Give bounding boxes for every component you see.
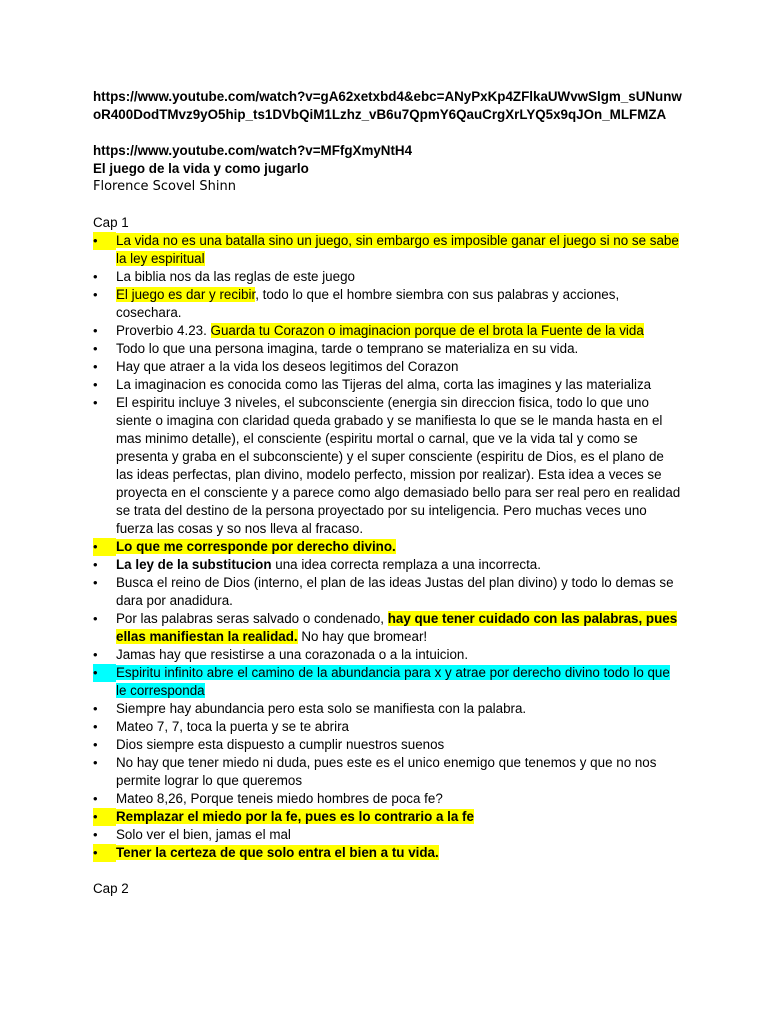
chapter-1-heading: Cap 1 [93,215,129,230]
list-item [93,700,683,718]
item-text: La imaginacion es conocida como las Tijeras del alma, corta las imagines y las materializa [116,377,652,392]
bullet-icon: • [93,737,98,752]
bullet-icon: • [93,269,98,284]
item-text: Remplazar el miedo por la fe, pues es lo contrario a la fe [116,809,474,824]
book-title: El juego de la vida y como jugarlo [93,161,309,176]
item-text: Dios siempre esta dispuesto a cumplir nuestros suenos [116,737,445,752]
item-text: una idea correcta remplaza a una incorrecta. [271,557,541,572]
bullet-icon: • [93,701,98,716]
item-text: Espiritu infinito abre el camino de la abundancia para x y atrae por derecho divino todo lo que le corresponda [116,665,670,698]
bullet-icon: • [93,323,98,338]
list-item [93,718,683,736]
list-item [93,646,683,664]
item-highlight: El juego es dar y recibir [116,287,256,302]
item-text: Jamas hay que resistirse a una corazonada o a la intuicion. [116,647,469,662]
item-text: Proverbio 4.23. [116,323,211,338]
list-item [93,844,683,862]
bullet-icon: • [93,538,116,556]
bullet-icon: • [93,719,98,734]
bullet-icon: • [93,827,98,842]
bullet-icon: • [93,611,98,626]
list-item [93,268,683,286]
book-author: Florence Scovel Shinn [93,179,236,194]
bullet-icon: • [93,664,116,682]
bullet-icon: • [93,557,98,572]
bullet-icon: • [93,359,98,374]
item-text: El espiritu incluye 3 niveles, el subconsciente (energia sin direccion fisica, todo lo que uno siente o imagina con claridad queda grabado y se manifiesta lo que se le manda hasta en el mas minimo detalle), el consciente (espiritu mortal o carnal, que ve la vida tal y como se presenta y graba en el subconsciente) y el super consciente (espiritu de Dios, es el plano de las ideas perfectas, plan divino, modelo perfecto, mission por realizar). Esta idea a veces se proyecta en el consciente y a parece como algo demasiado bello para ser real pero en realidad se trata del destino de la persona proyectado por su inteligencia. Pero muchas veces uno fuerza las cosas y so nos lleva al fracaso. [116,395,681,536]
item-text: Mateo 8,26, Porque teneis miedo hombres de poca fe? [116,791,443,806]
youtube-link-2[interactable]: https://www.youtube.com/watch?v=MFfgXmyNtH4 [93,143,413,158]
chapter-1-notes [93,232,683,862]
item-highlight: Guarda tu Corazon o imaginacion porque de el brota la Fuente de la vida [210,323,644,338]
youtube-link-1[interactable]: https://www.youtube.com/watch?v=gA62xetxbd4&ebc=ANyPxKp4ZFlkaUWvwSlgm_sUNunwoR400DodTMvz9yO5hip_ts1DVbQiM1Lzhz_vB6u7QpmY6QauCrgXrLYQ5x9qJOn_MLFMZA [93,89,682,122]
item-text: Lo que me corresponde por derecho divino. [116,539,396,554]
bullet-icon: • [93,647,98,662]
list-item [93,340,683,358]
blank-line [93,862,683,880]
list-item [93,754,683,790]
list-item [93,394,683,538]
list-item [93,232,683,268]
item-text: Tener la certeza de que solo entra el bien a tu vida. [116,845,439,860]
item-text: No hay que tener miedo ni duda, pues este es el unico enemigo que tenemos y que no nos permite lograr lo que queremos [116,755,657,788]
document-body [93,88,683,898]
bullet-icon: • [93,377,98,392]
item-text: La vida no es una batalla sino un juego, sin embargo es imposible ganar el juego si no se sabe la ley espiritual [116,233,679,266]
item-text: Siempre hay abundancia pero esta solo se manifiesta con la palabra. [116,701,527,716]
bullet-icon: • [93,755,98,770]
item-text: Hay que atraer a la vida los deseos legitimos del Corazon [116,359,459,374]
list-item [93,826,683,844]
chapter-2-heading: Cap 2 [93,881,129,896]
bullet-icon: • [93,791,98,806]
bullet-icon: • [93,395,98,410]
list-item [93,664,683,700]
item-text: , todo lo que el hombre siembra con sus palabras y acciones, cosechara. [116,287,620,320]
item-text: Busca el reino de Dios (interno, el plan de las ideas Justas del plan divino) y todo lo demas se dara por anadidura. [116,575,674,608]
list-item [93,790,683,808]
item-text: Por las palabras seras salvado o condenado, [116,611,388,626]
bullet-icon: • [93,844,116,862]
blank-line [93,196,683,214]
list-item [93,376,683,394]
item-text: No hay que bromear! [297,629,428,644]
list-item [93,808,683,826]
bullet-icon: • [93,808,116,826]
list-item [93,322,683,340]
item-text: La biblia nos da las reglas de este juego [116,269,355,284]
item-text: Mateo 7, 7, toca la puerta y se te abrira [116,719,349,734]
item-text: Todo lo que una persona imagina, tarde o temprano se materializa en su vida. [116,341,579,356]
bullet-icon: • [93,341,98,356]
bullet-icon: • [93,287,98,302]
bullet-icon: • [93,575,98,590]
item-bold: La ley de la substitucion [116,557,272,572]
list-item [93,358,683,376]
blank-line [93,124,683,142]
list-item [93,538,683,556]
list-item [93,286,683,322]
item-highlight: hay que tener cuidado con las palabras, pues ellas manifiestan la realidad. [116,611,678,644]
bullet-icon: • [93,232,116,250]
list-item [93,736,683,754]
item-text: Solo ver el bien, jamas el mal [116,827,291,842]
list-item [93,556,683,574]
list-item [93,574,683,610]
list-item [93,610,683,646]
